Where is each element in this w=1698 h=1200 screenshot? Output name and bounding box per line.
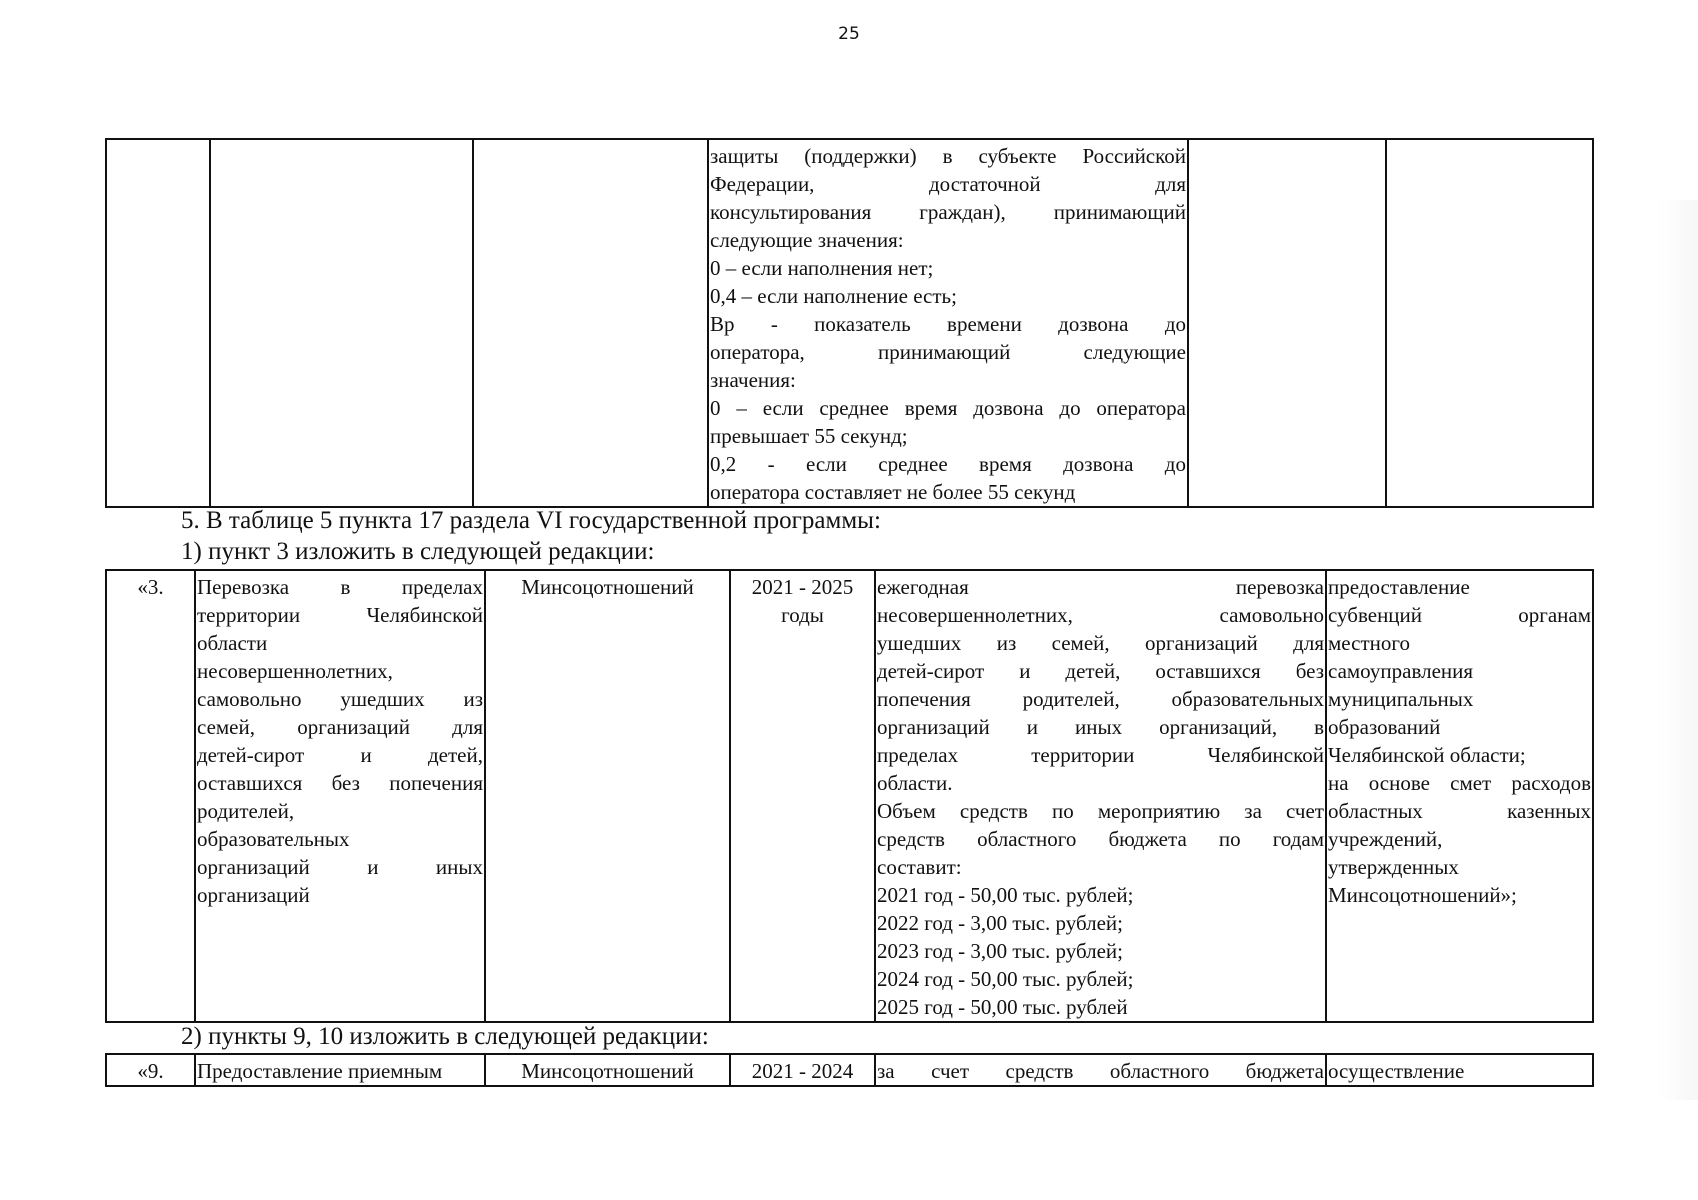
text-line: составит: <box>877 855 962 879</box>
text-line: субвенций органам <box>1328 603 1591 627</box>
text-line: попечения родителей, образовательных <box>877 687 1324 711</box>
text-line: организаций и иных организаций, в <box>877 715 1324 739</box>
text-line: несовершеннолетних, самовольно <box>877 603 1324 627</box>
text-line: Челябинской области; <box>1328 743 1526 767</box>
table1-cell-period <box>1188 139 1386 507</box>
text-line: Объем средств по мероприятию за счет <box>877 799 1324 823</box>
subsection-heading-2: 2) пункты 9, 10 изложить в следующей редакции: <box>181 1023 709 1050</box>
scan-edge-shadow <box>1658 200 1698 1100</box>
text-line: 2023 год - 3,00 тыс. рублей; <box>877 939 1124 963</box>
item9-number: «9. <box>106 1054 195 1086</box>
text-line: образований <box>1328 715 1441 739</box>
text-line: семей, организаций для <box>197 715 483 739</box>
text-line: организаций и иных <box>197 855 483 879</box>
text-line: ежегодная перевозка <box>877 575 1324 599</box>
table-continuation <box>105 138 1594 508</box>
text-line: детей-сирот и детей, <box>197 743 483 767</box>
item-mechanism <box>1326 570 1593 1022</box>
text-line: годы <box>781 603 824 627</box>
item-period <box>730 570 875 1022</box>
text-line: области. <box>877 771 953 795</box>
text-line: местного <box>1328 631 1410 655</box>
table1-cell-number <box>106 139 210 507</box>
text-line: 0,4 – если наполнение есть; <box>710 284 957 308</box>
text-line: Перевозка в пределах <box>197 575 483 599</box>
subsection-heading-1: 1) пункт 3 изложить в следующей редакции: <box>181 538 655 565</box>
text-line: организаций <box>197 883 310 907</box>
item-number: «3. <box>106 570 195 1022</box>
text-line: несовершеннолетних, <box>197 659 393 683</box>
item-name <box>195 570 485 1022</box>
text-line: предоставление <box>1328 575 1470 599</box>
text-line: 2024 год - 50,00 тыс. рублей; <box>877 967 1134 991</box>
text-line: превышает 55 секунд; <box>710 424 908 448</box>
section-heading: 5. В таблице 5 пункта 17 раздела VI государственной программы: <box>181 507 881 534</box>
item9-mechanism: осуществление <box>1326 1054 1593 1086</box>
text-line: утвержденных <box>1328 855 1459 879</box>
item9-name: Предоставление приемным <box>195 1054 485 1086</box>
text-line: 0 – если наполнения нет; <box>710 256 934 280</box>
text-line: пределах территории Челябинской <box>877 743 1324 767</box>
text-line: оператора, принимающий следующие <box>710 340 1186 364</box>
text-line: 2021 - 2025 <box>751 575 854 599</box>
item-executor: Минсоцотношений <box>485 570 730 1022</box>
text-line: образовательных <box>197 827 350 851</box>
table1-cell-description <box>708 139 1188 507</box>
table1-cell-executor <box>473 139 708 507</box>
table-item-9 <box>105 1053 1594 1087</box>
text-line: областных казенных <box>1328 799 1591 823</box>
table1-cell-mechanism <box>1386 139 1593 507</box>
text-line: на основе смет расходов <box>1328 771 1591 795</box>
text-line: муниципальных <box>1328 687 1474 711</box>
text-line: Федерации, достаточной для <box>710 172 1186 196</box>
item-description <box>875 570 1326 1022</box>
text-line: территории Челябинской <box>197 603 483 627</box>
text-line: 2022 год - 3,00 тыс. рублей; <box>877 911 1124 935</box>
text-line: 0,2 - если среднее время дозвона до <box>710 452 1186 476</box>
text-line: Вр - показатель времени дозвона до <box>710 312 1186 336</box>
text-line: самовольно ушедших из <box>197 687 483 711</box>
text-line: оператора составляет не более 55 секунд <box>710 480 1076 504</box>
text-line: ушедших из семей, организаций для <box>877 631 1324 655</box>
text-line: 2025 год - 50,00 тыс. рублей <box>877 995 1128 1019</box>
page-number: 25 <box>838 24 860 44</box>
text-line: оставшихся без попечения <box>197 771 483 795</box>
text-line: следующие значения: <box>710 228 904 252</box>
item9-description: за счет средств областного бюджета <box>875 1054 1326 1086</box>
text-line: родителей, <box>197 799 295 823</box>
item9-period: 2021 - 2024 <box>730 1054 875 1086</box>
text-line: консультирования граждан), принимающий <box>710 200 1186 224</box>
text-line: Минсоцотношений»; <box>1328 883 1517 907</box>
text-line: 2021 год - 50,00 тыс. рублей; <box>877 883 1134 907</box>
text-line: защиты (поддержки) в субъекте Российской <box>710 144 1186 168</box>
table-item-3 <box>105 569 1594 1023</box>
text-line: значения: <box>710 368 796 392</box>
table1-cell-name <box>210 139 473 507</box>
text-line: детей-сирот и детей, оставшихся без <box>877 659 1324 683</box>
text-line: учреждений, <box>1328 827 1443 851</box>
item9-executor: Минсоцотношений <box>485 1054 730 1086</box>
text-line: самоуправления <box>1328 659 1474 683</box>
text-line: области <box>197 631 268 655</box>
text-line: средств областного бюджета по годам <box>877 827 1324 851</box>
text-line: 0 – если среднее время дозвона до оператора <box>710 396 1186 420</box>
